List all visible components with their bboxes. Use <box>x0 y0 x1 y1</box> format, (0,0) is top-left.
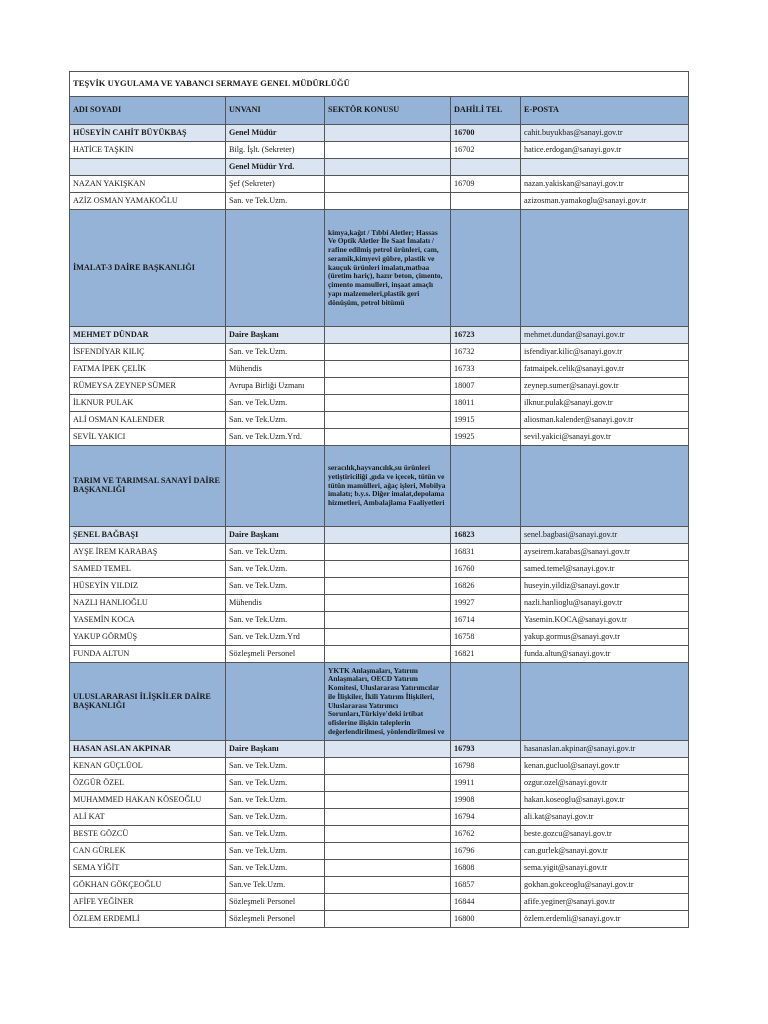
table-row <box>70 176 689 193</box>
sector-cell <box>325 176 451 193</box>
table-row <box>70 344 689 361</box>
sector-cell <box>325 429 451 446</box>
extension-cell: 16732 <box>451 344 521 361</box>
table-row <box>70 361 689 378</box>
column-header-name: ADI SOYADI <box>70 97 226 125</box>
table-row <box>70 775 689 792</box>
name-cell: CAN GÜRLEK <box>70 843 226 860</box>
table-row <box>70 527 689 544</box>
sector-cell <box>325 193 451 210</box>
title-cell: San. ve Tek.Uzm. <box>226 193 325 210</box>
title-cell: Mühendis <box>226 595 325 612</box>
table-row <box>70 741 689 758</box>
sector-cell <box>325 809 451 826</box>
table-row <box>70 193 689 210</box>
table-row <box>70 612 689 629</box>
table-row <box>70 758 689 775</box>
email-cell: senel.bagbasi@sanayi.gov.tr <box>521 527 689 544</box>
email-cell: mehmet.dundar@sanayi.gov.tr <box>521 327 689 344</box>
extension-cell: 16762 <box>451 826 521 843</box>
sector-text: kimya,kağıt / Tıbbi Aletler; Hassas Ve Optik Aletler İle Saat İmalatı / rafine edilmiş petrol ürünleri, cam, seramik,kimyevi gübre, plastik ve kauçuk ürünleri imalatı,matbaa (üretim hariç), hazır beton, çimento, çimento mamulleri, inşaat amaçlı yapı malzemeleri,plastik geri dönüşüm, petrol bitümü <box>328 227 443 307</box>
table-row <box>70 544 689 561</box>
name-cell: GÖKHAN GÖKÇEOĞLU <box>70 877 226 894</box>
sector-cell <box>325 894 451 911</box>
staff-directory-table <box>69 71 689 928</box>
name-cell: ÖZLEM ERDEMLİ <box>70 911 226 928</box>
extension-cell: 16700 <box>451 125 521 142</box>
extension-cell: 16857 <box>451 877 521 894</box>
name-cell: SEVİL YAKICI <box>70 429 226 446</box>
sector-text: YKTK Anlaşmaları, Yatırım Anlaşmaları, OECD Yatırım Komitesi, Uluslararası Yatırımcılar ile İlişkiler, İkili Yatırım İlişkileri, Uluslararası Yatırımcı Sorunları,Türkiye'deki irtibat ofislerine ilişkin taleplerin değerlendirilmesi, yönlendirilmesi ve <box>328 666 445 736</box>
column-header-email: E-POSTA <box>521 97 689 125</box>
extension-cell: 19911 <box>451 775 521 792</box>
table-row <box>70 877 689 894</box>
table-row <box>70 429 689 446</box>
name-cell: NAZLI HANLIOĞLU <box>70 595 226 612</box>
title-row <box>70 72 689 97</box>
title-cell: San.ve Tek.Uzm. <box>226 877 325 894</box>
extension-cell: 19915 <box>451 412 521 429</box>
table-row <box>70 561 689 578</box>
name-cell: AFİFE YEĞİNER <box>70 894 226 911</box>
title-cell: San. ve Tek.Uzm.Yrd <box>226 629 325 646</box>
table-row <box>70 595 689 612</box>
email-cell: can.gurlek@sanayi.gov.tr <box>521 843 689 860</box>
column-header-extension: DAHİLİ TEL <box>451 97 521 125</box>
name-cell: HÜSEYİN YILDIZ <box>70 578 226 595</box>
sector-cell <box>325 395 451 412</box>
title-cell: San. ve Tek.Uzm. <box>226 395 325 412</box>
title-cell: Mühendis <box>226 361 325 378</box>
name-cell: ALİ OSMAN KALENDER <box>70 412 226 429</box>
extension-cell: 16826 <box>451 578 521 595</box>
table-row <box>70 378 689 395</box>
title-cell: Daire Başkanı <box>226 527 325 544</box>
extension-cell: 19927 <box>451 595 521 612</box>
email-cell: samed.temel@sanayi.gov.tr <box>521 561 689 578</box>
title-cell <box>226 663 325 741</box>
email-cell <box>521 446 689 527</box>
name-cell: TARIM VE TARIMSAL SANAYİ DAİRE BAŞKANLIĞI <box>70 446 226 527</box>
title-cell: San. ve Tek.Uzm. <box>226 612 325 629</box>
name-cell: FATMA İPEK ÇELİK <box>70 361 226 378</box>
email-cell: beste.gozcu@sanayi.gov.tr <box>521 826 689 843</box>
title-cell: Sözleşmeli Personel <box>226 894 325 911</box>
sector-cell <box>325 125 451 142</box>
email-cell: kenan.gucluol@sanayi.gov.tr <box>521 758 689 775</box>
name-cell: İSFENDİYAR KILIÇ <box>70 344 226 361</box>
name-cell: MEHMET DÜNDAR <box>70 327 226 344</box>
email-cell: özlem.erdemli@sanayi.gov.tr <box>521 911 689 928</box>
title-cell: San. ve Tek.Uzm. <box>226 412 325 429</box>
column-header-sector: SEKTÖR KONUSU <box>325 97 451 125</box>
sector-cell <box>325 877 451 894</box>
title-cell: San. ve Tek.Uzm. <box>226 775 325 792</box>
table-row <box>70 412 689 429</box>
email-cell: funda.altun@sanayi.gov.tr <box>521 646 689 663</box>
extension-cell <box>451 663 521 741</box>
sector-cell <box>325 595 451 612</box>
table-row <box>70 578 689 595</box>
name-cell: SAMED TEMEL <box>70 561 226 578</box>
table-row <box>70 911 689 928</box>
name-cell: RÜMEYSA ZEYNEP SÜMER <box>70 378 226 395</box>
extension-cell: 16844 <box>451 894 521 911</box>
department-row <box>70 663 689 741</box>
extension-cell <box>451 446 521 527</box>
sector-cell <box>325 612 451 629</box>
email-cell: yakup.gormus@sanayi.gov.tr <box>521 629 689 646</box>
sector-cell <box>325 210 451 327</box>
extension-cell: 16808 <box>451 860 521 877</box>
sector-cell <box>325 344 451 361</box>
table-row <box>70 327 689 344</box>
table-row <box>70 860 689 877</box>
department-row <box>70 446 689 527</box>
sector-cell <box>325 544 451 561</box>
name-cell: İLKNUR PULAK <box>70 395 226 412</box>
table-row <box>70 159 689 176</box>
sector-cell <box>325 741 451 758</box>
sector-cell <box>325 843 451 860</box>
email-cell <box>521 663 689 741</box>
extension-cell: 16702 <box>451 142 521 159</box>
email-cell: hakan.koseoglu@sanayi.gov.tr <box>521 792 689 809</box>
name-cell: YASEMİN KOCA <box>70 612 226 629</box>
sector-cell <box>325 142 451 159</box>
name-cell: NAZAN YAKIŞKAN <box>70 176 226 193</box>
table-row <box>70 142 689 159</box>
extension-cell: 16758 <box>451 629 521 646</box>
extension-cell: 19925 <box>451 429 521 446</box>
email-cell: hatice.erdogan@sanayi.gov.tr <box>521 142 689 159</box>
table-row <box>70 395 689 412</box>
extension-cell <box>451 159 521 176</box>
title-cell: Daire Başkanı <box>226 327 325 344</box>
title-cell: San. ve Tek.Uzm. <box>226 578 325 595</box>
table-row <box>70 646 689 663</box>
email-cell <box>521 210 689 327</box>
email-cell: hasanaslan.akpinar@sanayi.gov.tr <box>521 741 689 758</box>
sector-cell <box>325 758 451 775</box>
sector-cell <box>325 792 451 809</box>
name-cell: YAKUP GÖRMÜŞ <box>70 629 226 646</box>
name-cell: FUNDA ALTUN <box>70 646 226 663</box>
title-cell: San. ve Tek.Uzm. <box>226 792 325 809</box>
title-cell: Daire Başkanı <box>226 741 325 758</box>
email-cell: ayseirem.karabas@sanayi.gov.tr <box>521 544 689 561</box>
name-cell: ŞENEL BAĞBAŞI <box>70 527 226 544</box>
name-cell: SEMA YİĞİT <box>70 860 226 877</box>
title-cell: San. ve Tek.Uzm. <box>226 561 325 578</box>
title-cell: San. ve Tek.Uzm. <box>226 826 325 843</box>
title-cell: Sözleşmeli Personel <box>226 911 325 928</box>
name-cell: BESTE GÖZCÜ <box>70 826 226 843</box>
title-cell: Avrupa Birliği Uzmanı <box>226 378 325 395</box>
email-cell: ali.kat@sanayi.gov.tr <box>521 809 689 826</box>
sector-cell <box>325 578 451 595</box>
table-body <box>70 72 689 928</box>
column-header-title: UNVANI <box>226 97 325 125</box>
extension-cell: 16733 <box>451 361 521 378</box>
name-cell: KENAN GÜÇLÜOL <box>70 758 226 775</box>
email-cell: aliosman.kalender@sanayi.gov.tr <box>521 412 689 429</box>
document-title: TEŞVİK UYGULAMA VE YABANCI SERMAYE GENEL MÜDÜRLÜĞÜ <box>70 72 689 97</box>
email-cell <box>521 159 689 176</box>
sector-cell <box>325 826 451 843</box>
email-cell: azizosman.yamakoglu@sanayi.gov.tr <box>521 193 689 210</box>
name-cell <box>70 159 226 176</box>
name-cell: ULUSLARARASI İLİŞKİLER DAİRE BAŞKANLIĞI <box>70 663 226 741</box>
title-cell: San. ve Tek.Uzm. <box>226 758 325 775</box>
title-cell <box>226 446 325 527</box>
extension-cell: 16723 <box>451 327 521 344</box>
email-cell: nazan.yakiskan@sanayi.gov.tr <box>521 176 689 193</box>
sector-cell <box>325 412 451 429</box>
title-cell: Şef (Sekreter) <box>226 176 325 193</box>
sector-cell <box>325 860 451 877</box>
name-cell: İMALAT-3 DAİRE BAŞKANLIĞI <box>70 210 226 327</box>
sector-cell <box>325 646 451 663</box>
email-cell: Yasemin.KOCA@sanayi.gov.tr <box>521 612 689 629</box>
name-cell: HÜSEYİN CAHİT BÜYÜKBAŞ <box>70 125 226 142</box>
table-row <box>70 809 689 826</box>
extension-cell <box>451 193 521 210</box>
extension-cell: 16794 <box>451 809 521 826</box>
email-cell: gokhan.gokceoglu@sanayi.gov.tr <box>521 877 689 894</box>
table-row <box>70 826 689 843</box>
name-cell: ALİ KAT <box>70 809 226 826</box>
extension-cell: 18007 <box>451 378 521 395</box>
email-cell: isfendiyar.kilic@sanayi.gov.tr <box>521 344 689 361</box>
extension-cell: 16714 <box>451 612 521 629</box>
email-cell: ilknur.pulak@sanayi.gov.tr <box>521 395 689 412</box>
sector-text: seracılık,hayvancılık,su ürünleri yetiştiriciliği ,gıda ve içecek, tütün ve tütün mamülleri, ağaç işleri, Mobilya imalatı; b.y.s. Diğer imalat,depolama hizmetleri, Ambalajlama Faaliyetleri <box>328 463 446 508</box>
sector-cell <box>325 911 451 928</box>
extension-cell: 19908 <box>451 792 521 809</box>
name-cell: MUHAMMED HAKAN KÖSEOĞLU <box>70 792 226 809</box>
extension-cell <box>451 210 521 327</box>
department-row <box>70 210 689 327</box>
title-cell: San. ve Tek.Uzm. <box>226 843 325 860</box>
sector-cell <box>325 561 451 578</box>
email-cell: afife.yeginer@sanayi.gov.tr <box>521 894 689 911</box>
extension-cell: 16823 <box>451 527 521 544</box>
email-cell: huseyin.yildiz@sanayi.gov.tr <box>521 578 689 595</box>
name-cell: HASAN ASLAN AKPINAR <box>70 741 226 758</box>
sector-cell <box>325 663 451 741</box>
email-cell: cahit.buyukbas@sanayi.gov.tr <box>521 125 689 142</box>
extension-cell: 18011 <box>451 395 521 412</box>
title-cell: San. ve Tek.Uzm. <box>226 344 325 361</box>
header-row <box>70 97 689 125</box>
table-row <box>70 629 689 646</box>
sector-cell <box>325 629 451 646</box>
title-cell: San. ve Tek.Uzm.Yrd. <box>226 429 325 446</box>
email-cell: ozgur.ozel@sanayi.gov.tr <box>521 775 689 792</box>
extension-cell: 16821 <box>451 646 521 663</box>
name-cell: HATİCE TAŞKIN <box>70 142 226 159</box>
extension-cell: 16760 <box>451 561 521 578</box>
extension-cell: 16709 <box>451 176 521 193</box>
sector-cell <box>325 327 451 344</box>
title-cell: San. ve Tek.Uzm. <box>226 809 325 826</box>
email-cell: sema.yigit@sanayi.gov.tr <box>521 860 689 877</box>
title-cell: San. ve Tek.Uzm. <box>226 860 325 877</box>
extension-cell: 16793 <box>451 741 521 758</box>
sector-cell <box>325 159 451 176</box>
email-cell: sevil.yakici@sanayi.gov.tr <box>521 429 689 446</box>
name-cell: AYŞE İREM KARABAŞ <box>70 544 226 561</box>
title-cell: Genel Müdür <box>226 125 325 142</box>
title-cell: Sözleşmeli Personel <box>226 646 325 663</box>
table-row <box>70 792 689 809</box>
email-cell: fatmaipek.celik@sanayi.gov.tr <box>521 361 689 378</box>
sector-cell <box>325 378 451 395</box>
name-cell: AZİZ OSMAN YAMAKOĞLU <box>70 193 226 210</box>
sector-cell <box>325 775 451 792</box>
extension-cell: 16831 <box>451 544 521 561</box>
table-row <box>70 843 689 860</box>
email-cell: zeynep.sumer@sanayi.gov.tr <box>521 378 689 395</box>
name-cell: ÖZGÜR ÖZEL <box>70 775 226 792</box>
sector-cell <box>325 527 451 544</box>
title-cell <box>226 210 325 327</box>
email-cell: nazli.hanlioglu@sanayi.gov.tr <box>521 595 689 612</box>
table-row <box>70 125 689 142</box>
extension-cell: 16796 <box>451 843 521 860</box>
extension-cell: 16798 <box>451 758 521 775</box>
sector-cell <box>325 361 451 378</box>
title-cell: San. ve Tek.Uzm. <box>226 544 325 561</box>
extension-cell: 16800 <box>451 911 521 928</box>
title-cell: Bilg. İşlt. (Sekreter) <box>226 142 325 159</box>
sector-cell <box>325 446 451 527</box>
title-cell: Genel Müdür Yrd. <box>226 159 325 176</box>
table-row <box>70 894 689 911</box>
